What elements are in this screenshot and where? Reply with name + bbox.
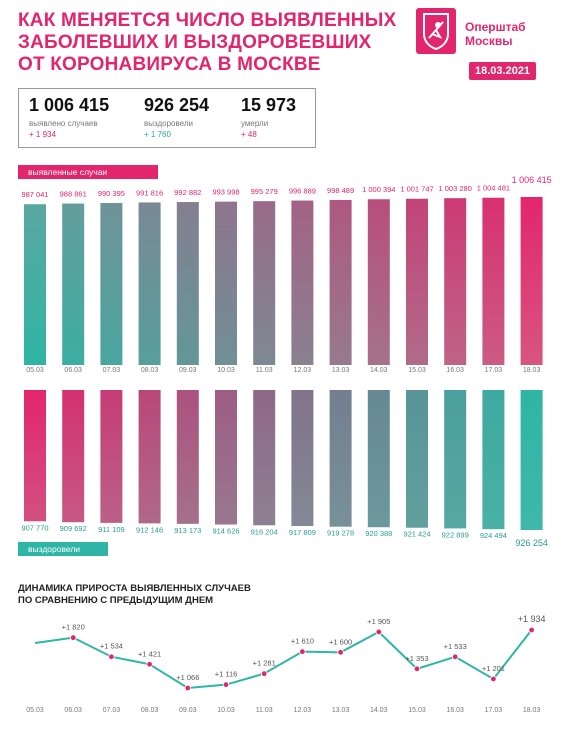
growth-date-label: 13.03: [331, 707, 350, 714]
cases-bar: [177, 202, 199, 365]
growth-date-label: 07.03: [102, 707, 121, 714]
stat-delta: + 1 934: [29, 130, 56, 139]
growth-value-label: +1 600: [329, 637, 353, 647]
cases-bar: [482, 198, 504, 365]
growth-value-label: +1 934: [517, 614, 546, 624]
recovered-tag: выздоровели: [18, 542, 108, 556]
cases-date-label: 16.03: [446, 367, 464, 374]
growth-date-label: 15.03: [408, 707, 426, 714]
cases-date-label: 08.03: [140, 367, 159, 374]
cases-value-label: 993 998: [212, 187, 240, 197]
growth-point: [529, 627, 535, 633]
recovered-bar: [291, 390, 313, 526]
growth-value-label: +1 534: [99, 641, 123, 651]
recovered-value-label: 919 278: [327, 528, 355, 538]
cases-bar: [215, 202, 237, 365]
stat-delta: + 48: [241, 130, 257, 139]
cases-date-label: 07.03: [102, 367, 121, 374]
cases-date-label: 14.03: [370, 367, 388, 374]
growth-date-label: 11.03: [255, 707, 273, 714]
cases-bar: [62, 204, 84, 365]
recovered-bar: [177, 390, 199, 524]
cases-bar: [253, 201, 275, 365]
recovered-bar: [482, 390, 504, 529]
stat-delta: + 1 760: [144, 130, 171, 139]
growth-value-label: +1 421: [138, 649, 162, 659]
title-line: ЗАБОЛЕВШИХ И ВЫЗДОРОВЕВШИХ: [18, 32, 372, 53]
stat-label: выявлено случаев: [29, 119, 98, 128]
cases-value-label: 1 003 280: [438, 184, 472, 194]
cases-date-label: 17.03: [484, 367, 503, 374]
growth-point: [491, 676, 497, 682]
growth-point: [300, 649, 306, 655]
stat-value: 15 973: [241, 95, 297, 115]
recovered-bar: [62, 390, 84, 522]
org-line: Москвы: [465, 34, 513, 48]
recovered-bar: [24, 390, 46, 521]
growth-point: [376, 629, 382, 635]
cases-bar: [406, 199, 428, 365]
growth-value-label: +1 905: [367, 616, 391, 626]
cases-value-label: 1 004 481: [476, 183, 511, 193]
recovered-value-label: 912 146: [136, 525, 164, 535]
cases-value-label: 988 861: [59, 189, 87, 199]
recovered-value-label: 922 899: [441, 530, 469, 540]
growth-date-label: 09.03: [179, 707, 197, 714]
recovered-value-label: 917 809: [288, 528, 316, 538]
date-badge: 18.03.2021: [469, 62, 536, 80]
recovered-value-label: 920 388: [365, 529, 393, 539]
cases-date-label: 18.03: [522, 367, 541, 374]
growth-date-label: 17.03: [484, 707, 503, 714]
cases-value-label: 1 006 415: [511, 175, 552, 185]
recovered-value-label: 911 109: [98, 524, 125, 534]
cases-value-label: 995 279: [250, 187, 278, 197]
recovered-bar: [368, 390, 390, 527]
recovered-value-label: 914 626: [212, 526, 240, 536]
cases-tag: выявленные случаи: [18, 165, 158, 179]
cases-bar: [521, 197, 543, 365]
growth-value-label: +1 281: [252, 658, 276, 668]
recovered-value-label: 924 494: [479, 531, 507, 541]
org-line: Оперштаб: [465, 20, 526, 34]
cases-bar: [100, 203, 122, 365]
stat-label: выздоровели: [144, 119, 193, 128]
stat-value: 1 006 415: [29, 95, 110, 115]
growth-point: [338, 650, 344, 656]
growth-point: [452, 654, 458, 660]
cases-bar: [444, 198, 466, 365]
growth-value-label: +1 820: [61, 622, 85, 632]
cases-date-label: 11.03: [255, 367, 273, 374]
growth-value-label: +1 066: [176, 673, 200, 682]
recovered-bar: [406, 390, 428, 528]
recovered-bar: [521, 390, 543, 530]
growth-date-label: 06.03: [64, 707, 82, 714]
growth-date-label: 14.03: [370, 707, 388, 714]
recovered-value-label: 926 254: [515, 538, 548, 548]
cases-bar: [139, 202, 161, 365]
growth-value-label: +1 201: [481, 663, 505, 673]
cases-date-label: 06.03: [64, 367, 82, 374]
cases-value-label: 1 000 394: [362, 185, 396, 195]
cases-bar: [291, 201, 313, 365]
cases-value-label: 991 816: [136, 188, 164, 198]
title-line: КАК МЕНЯЕТСЯ ЧИСЛО ВЫЯВЛЕННЫХ: [18, 10, 397, 31]
growth-value-label: +1 610: [290, 636, 314, 646]
cases-date-label: 12.03: [293, 367, 312, 374]
cases-value-label: 992 882: [174, 188, 202, 198]
cases-date-label: 10.03: [217, 367, 235, 374]
growth-point: [261, 671, 267, 677]
recovered-value-label: 921 424: [403, 529, 431, 539]
cases-value-label: 1 001 747: [400, 184, 434, 194]
growth-point: [185, 685, 191, 691]
cases-bar: [330, 200, 352, 365]
stat-value: 926 254: [144, 95, 210, 115]
recovered-value-label: 909 692: [59, 524, 87, 534]
growth-date-label: 12.03: [293, 707, 312, 714]
subtitle-line: ПО СРАВНЕНИЮ С ПРЕДЫДУЩИМ ДНЕМ: [18, 595, 214, 606]
cases-date-label: 15.03: [408, 367, 426, 374]
title-line: ОТ КОРОНАВИРУСА В МОСКВЕ: [18, 54, 321, 75]
growth-date-label: 18.03: [522, 707, 541, 714]
growth-point: [147, 661, 153, 667]
growth-point: [223, 682, 229, 688]
growth-date-label: 10.03: [217, 707, 235, 714]
cases-bar: [24, 204, 46, 365]
growth-date-label: 16.03: [446, 707, 464, 714]
recovered-value-label: 916 204: [250, 527, 278, 537]
cases-date-label: 09.03: [179, 367, 197, 374]
cases-value-label: 987 041: [21, 190, 49, 200]
growth-value-label: +1 533: [443, 641, 467, 651]
recovered-value-label: 913 173: [174, 525, 202, 535]
recovered-bar: [215, 390, 237, 525]
growth-point: [109, 654, 115, 660]
recovered-bar: [253, 390, 275, 525]
recovered-bar: [100, 390, 122, 523]
cases-value-label: 998 489: [327, 185, 355, 195]
growth-point: [414, 666, 420, 672]
recovered-value-label: 907 770: [21, 523, 49, 533]
cases-value-label: 990 395: [97, 188, 125, 198]
cases-bar: [368, 199, 390, 365]
growth-point: [70, 635, 76, 641]
subtitle-line: ДИНАМИКА ПРИРОСТА ВЫЯВЛЕННЫХ СЛУЧАЕВ: [18, 583, 251, 594]
stat-label: умерли: [241, 119, 269, 128]
recovered-bar: [444, 390, 466, 528]
recovered-bar: [330, 390, 352, 527]
growth-value-label: +1 353: [405, 653, 429, 663]
cases-date-label: 13.03: [331, 367, 350, 374]
growth-date-label: 08.03: [140, 707, 159, 714]
cases-value-label: 996 889: [288, 186, 316, 196]
growth-date-label: 05.03: [26, 707, 44, 714]
growth-value-label: +1 116: [214, 669, 238, 679]
recovered-bar: [139, 390, 161, 523]
cases-date-label: 05.03: [26, 367, 44, 374]
